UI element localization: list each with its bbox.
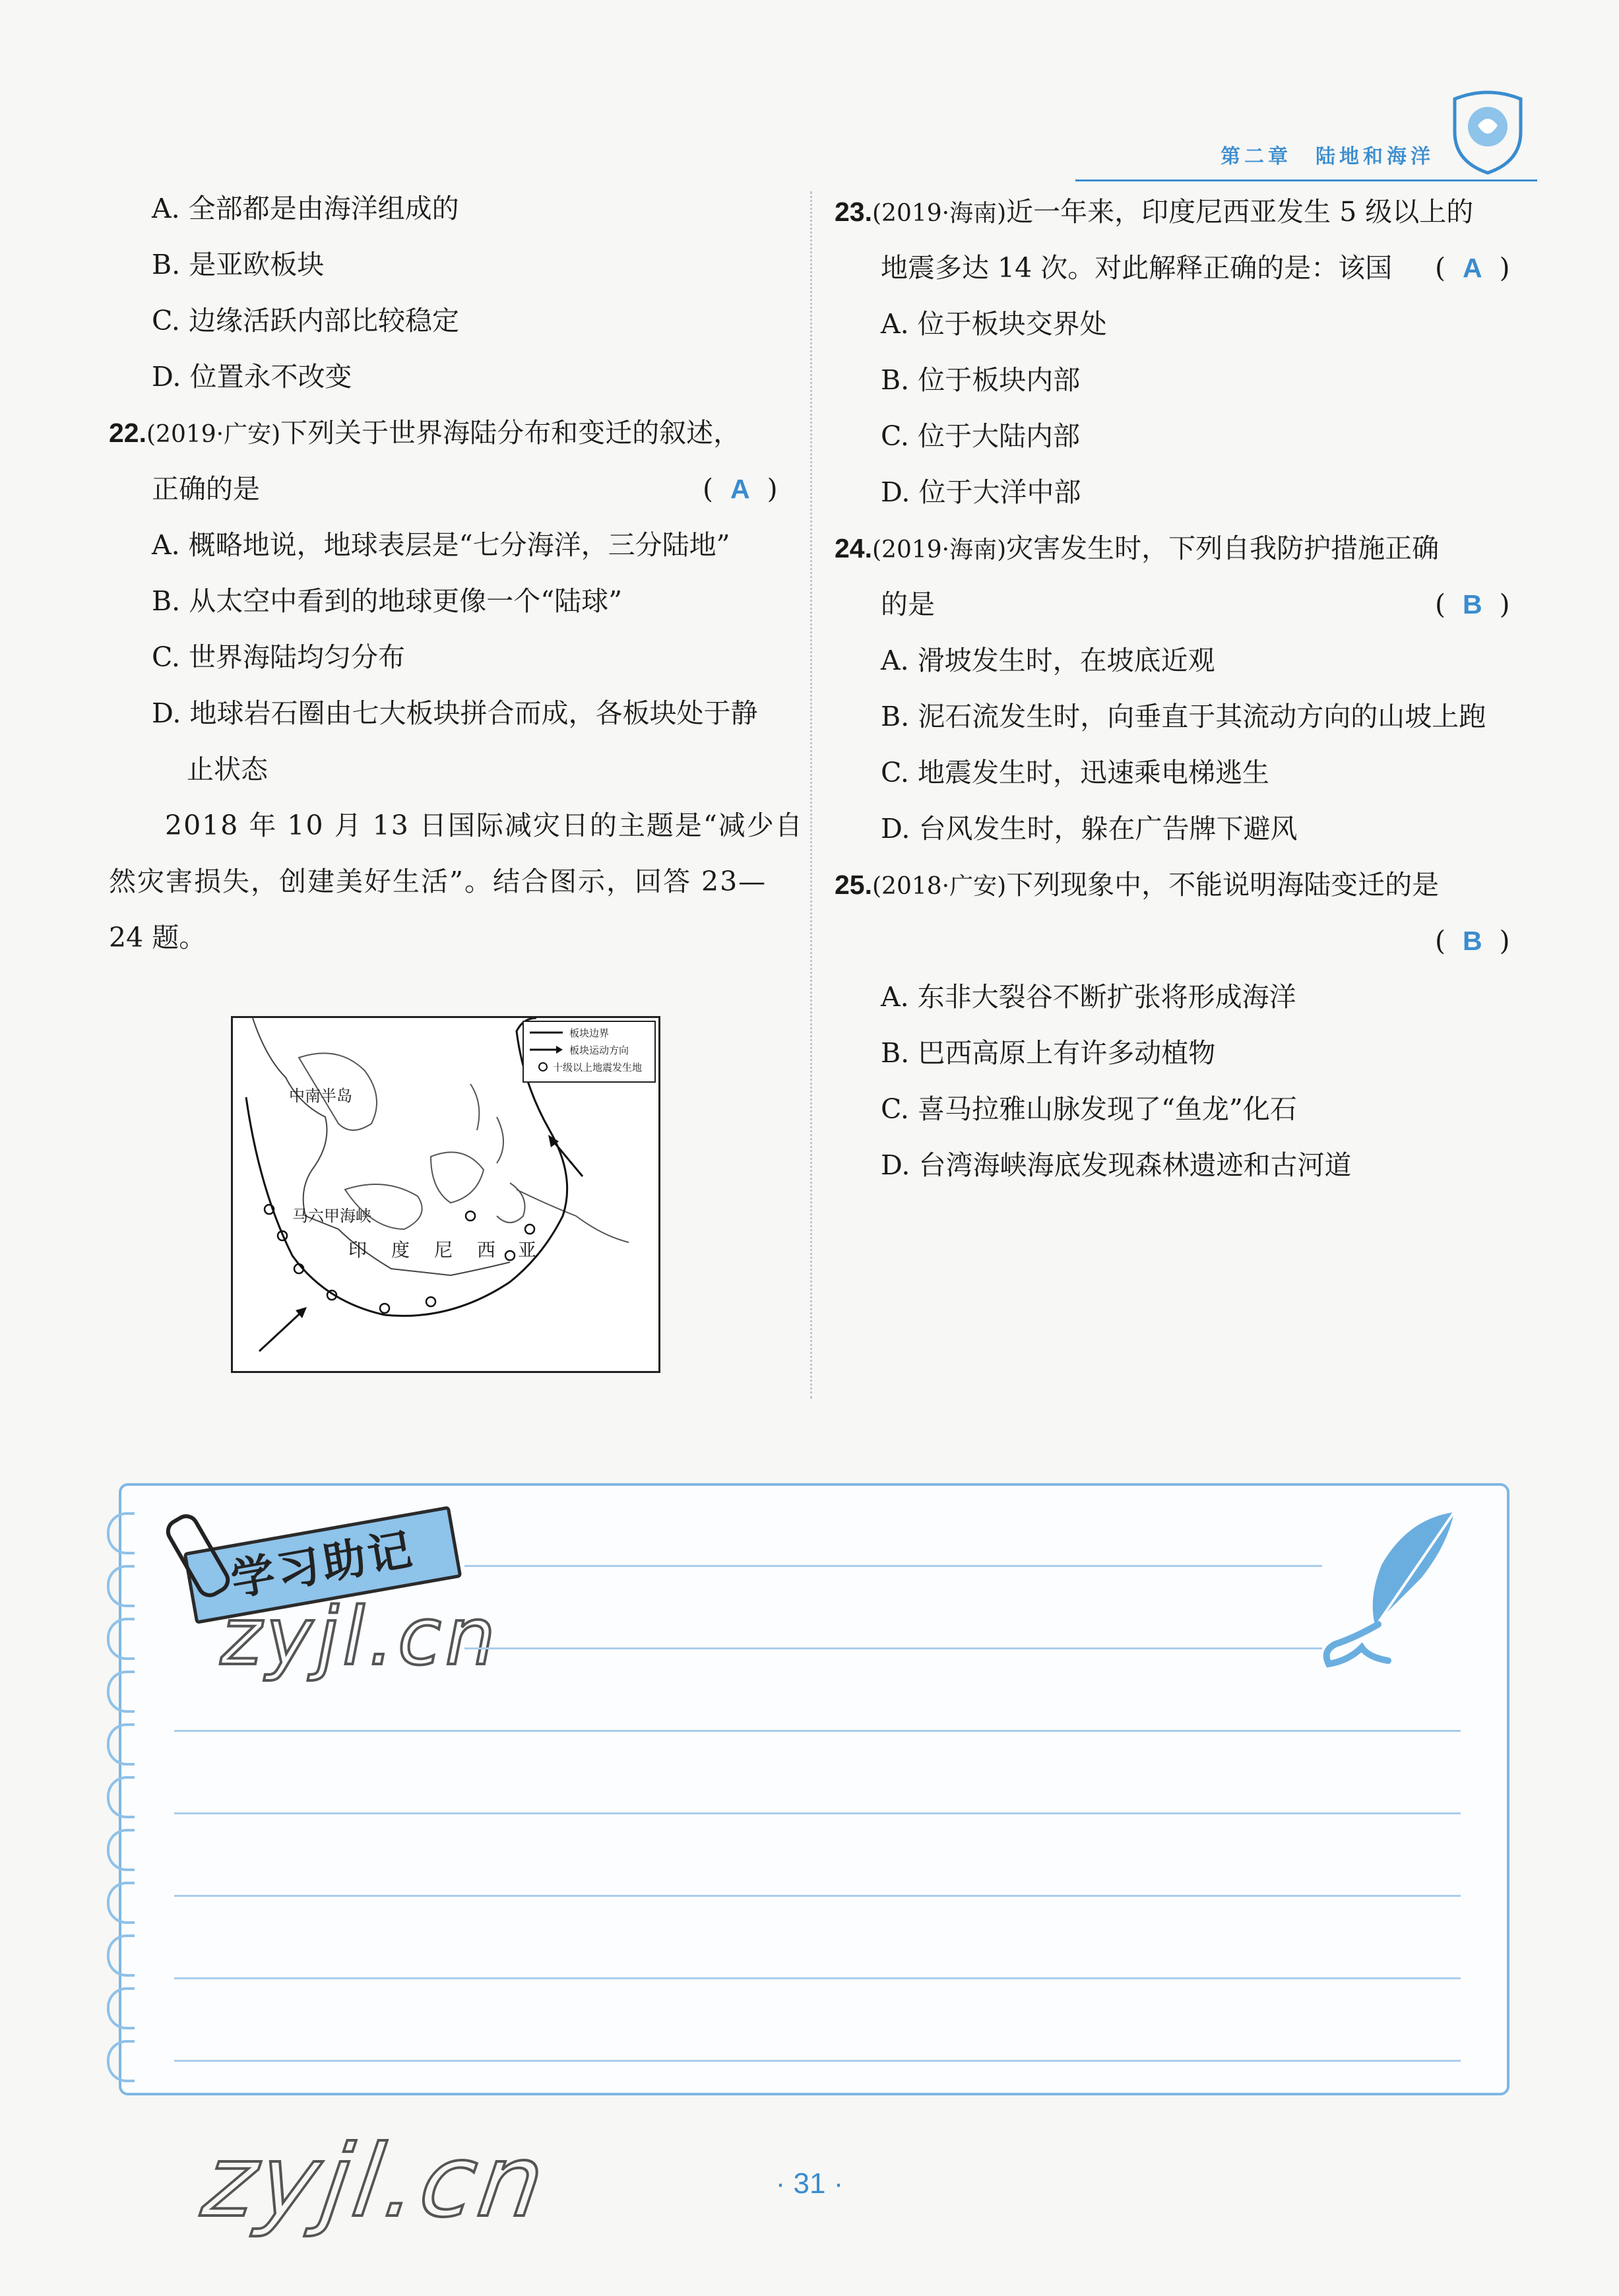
legend-plate-movement: 板块运动方向: [569, 1044, 629, 1056]
q21-option-d: D. 位置永不改变: [152, 361, 352, 393]
note-line: [174, 1730, 1461, 1732]
label-country-4: 西: [477, 1239, 496, 1261]
label-country-1: 印: [348, 1239, 367, 1261]
q25-source: (2018·广安): [872, 873, 1007, 900]
label-country-2: 度: [391, 1239, 410, 1261]
school-emblem-icon: [1448, 86, 1527, 175]
q24-option-c: C. 地震发生时，迅速乘电梯逃生: [881, 757, 1269, 788]
q22-option-d-cont: 止状态: [187, 753, 268, 785]
q24-option-a: A. 滑坡发生时，在坡底近观: [881, 645, 1215, 676]
q24-stem-line1: 灾害发生时，下列自我防护措施正确: [1006, 532, 1440, 564]
q25-option-d: D. 台湾海峡海底发现森林遗迹和古河道: [881, 1149, 1352, 1181]
legend-earthquake: 十级以上地震发生地: [553, 1062, 643, 1073]
header-rule: [1075, 179, 1537, 181]
q25-answer: ( B ): [1435, 925, 1510, 957]
q23-answer-letter: A: [1463, 253, 1482, 283]
note-line: [174, 1812, 1461, 1814]
q21-option-a: A. 全部都是由海洋组成的: [152, 193, 459, 224]
binder-ring-icon: [107, 1723, 135, 1766]
q23-stem: [835, 195, 1473, 231]
q22-option-d: D. 地球岩石圈由七大板块拼合而成，各板块处于静: [152, 697, 758, 729]
watermark-footer: zyjl.cn: [196, 2124, 555, 2239]
q23-number: 23.: [835, 197, 872, 227]
legend-plate-boundary: 板块边界: [569, 1027, 610, 1039]
q22-option-c: C. 世界海陆均匀分布: [152, 641, 405, 673]
q23-option-d: D. 位于大洋中部: [881, 476, 1081, 508]
q23-source: (2019·海南): [872, 200, 1007, 227]
q22-stem: [109, 416, 740, 452]
q22-number: 22.: [109, 418, 146, 448]
intro-line-2: 然灾害损失，创建美好生活”。结合图示，回答 23—: [109, 866, 767, 897]
binder-ring-icon: [107, 2040, 135, 2082]
page-number: · 31 ·: [775, 2167, 844, 2200]
label-strait: 马六甲海峡: [292, 1207, 371, 1225]
column-divider: [810, 191, 812, 1399]
binder-ring-icon: [107, 1776, 135, 1818]
q23-option-a: A. 位于板块交界处: [881, 308, 1107, 340]
intro-line-3: 24 题。: [109, 922, 206, 953]
binder-ring-icon: [107, 1829, 135, 1871]
q25-option-b: B. 巴西高原上有许多动植物: [881, 1037, 1216, 1069]
q25-answer-letter: B: [1463, 926, 1482, 956]
q22-stem-line2: 正确的是: [152, 473, 260, 505]
q23-stem-line1: 近一年来，印度尼西亚发生 5 级以上的: [1006, 196, 1474, 228]
label-country-3: 尼: [434, 1239, 453, 1261]
notes-title: 学习助记: [227, 1523, 418, 1606]
q25-option-c: C. 喜马拉雅山脉发现了“鱼龙”化石: [881, 1093, 1297, 1125]
q23-option-b: B. 位于板块内部: [881, 364, 1081, 396]
q24-option-d: D. 台风发生时，躲在广告牌下避风: [881, 813, 1298, 845]
intro-line-1: 2018 年 10 月 13 日国际减灾日的主题是“减少自: [165, 810, 804, 841]
q25-stem: [835, 868, 1439, 904]
q23-stem-line2: 地震多达 14 次。对此解释正确的是：该国: [881, 252, 1393, 284]
note-line: [174, 1977, 1461, 1979]
q24-source: (2019·海南): [872, 536, 1007, 563]
quill-feather-icon: [1309, 1506, 1467, 1671]
q22-option-a: A. 概略地说，地球表层是“七分海洋，三分陆地”: [152, 529, 730, 561]
q25-number: 25.: [835, 870, 872, 900]
q24-stem-line2: 的是: [881, 589, 935, 620]
q25-option-a: A. 东非大裂谷不断扩张将形成海洋: [881, 981, 1296, 1013]
binder-ring-icon: [107, 1512, 135, 1554]
label-country-5: 亚: [518, 1239, 537, 1261]
binder-ring-icon: [107, 1618, 135, 1660]
q22-answer-letter: A: [730, 474, 750, 504]
binder-ring-icon: [107, 1565, 135, 1607]
plate-map-figure: [231, 1016, 660, 1373]
q23-answer: ( A ): [1435, 252, 1510, 284]
q22-option-b: B. 从太空中看到的地球更像一个“陆球”: [152, 585, 623, 617]
note-line: [464, 1565, 1322, 1567]
note-line: [464, 1647, 1322, 1649]
binder-ring-icon: [107, 1671, 135, 1713]
q22-answer: ( A ): [703, 473, 778, 505]
binder-ring-icon: [107, 1934, 135, 1977]
q21-option-b: B. 是亚欧板块: [152, 249, 325, 280]
q24-answer-letter: B: [1463, 589, 1482, 620]
binder-ring-icon: [107, 1987, 135, 2029]
binder-ring-icon: [107, 1882, 135, 1924]
q24-number: 24.: [835, 533, 872, 563]
q24-answer: ( B ): [1435, 589, 1510, 620]
q24-option-b: B. 泥石流发生时，向垂直于其流动方向的山坡上跑: [881, 701, 1486, 732]
chapter-title: 第二章 陆地和海洋: [1221, 145, 1434, 168]
note-line: [174, 2060, 1461, 2062]
q24-stem: [835, 531, 1439, 567]
q23-option-c: C. 位于大陆内部: [881, 420, 1080, 452]
study-notes-box: [119, 1483, 1509, 2095]
watermark-notes: zyjl.cn: [220, 1591, 499, 1683]
q21-option-c: C. 边缘活跃内部比较稳定: [152, 305, 459, 336]
q22-stem-line1: 下列关于世界海陆分布和变迁的叙述，: [280, 417, 741, 449]
label-peninsula: 中南半岛: [289, 1087, 352, 1105]
q25-stem-line1: 下列现象中，不能说明海陆变迁的是: [1006, 869, 1440, 901]
note-line: [174, 1895, 1461, 1897]
q22-source: (2019·广安): [146, 421, 281, 448]
